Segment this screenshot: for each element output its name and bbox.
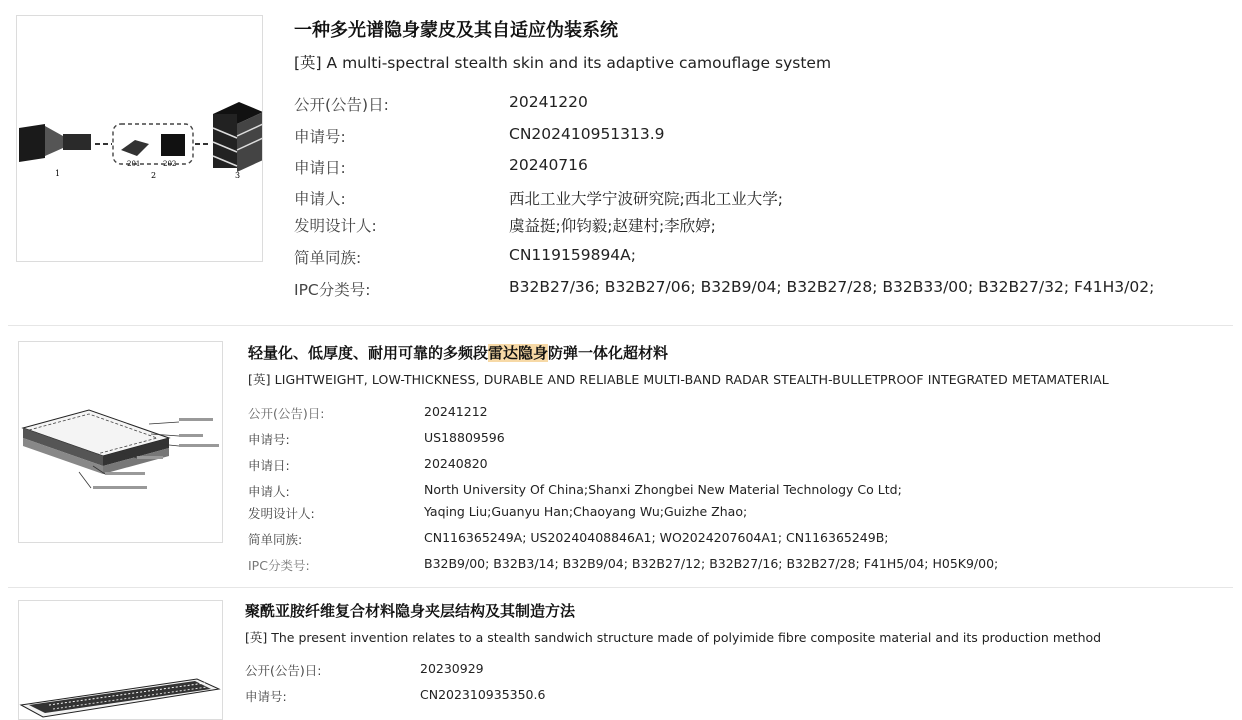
field-value-pub-date: 20241220 [509,93,588,111]
field-label-app-date: 申请日: [248,458,290,473]
result-item [0,326,1242,588]
field-label-app-number: 申请号: [245,689,287,704]
field-value-pub-date: 20241212 [424,404,488,419]
english-title-text: LIGHTWEIGHT, LOW-THICKNESS, DURABLE AND RELIABLE MULTI-BAND RADAR STEALTH-BULLETPROOF INTEGRATED METAMATERIAL [274,372,1109,387]
patent-thumbnail[interactable] [18,600,223,720]
field-label-app-number: 申请号: [248,432,290,447]
patent-drawing-image [19,342,223,543]
search-highlight: 雷达隐身 [488,344,549,362]
title-text: 轻量化、低厚度、耐用可靠的多频段 [248,344,489,362]
svg-text:2: 2 [151,171,157,180]
patent-thumbnail[interactable] [18,341,223,543]
result-item [0,0,1242,326]
english-title [248,370,1109,388]
field-label-inventor: 发明设计人: [248,506,315,521]
svg-text:201: 201 [127,160,141,168]
field-value-app-number[interactable]: CN202310935350.6 [420,687,546,702]
field-value-family[interactable]: CN116365249A; US20240408846A1; WO2024207604A1; CN116365249B; [424,530,889,545]
field-label-pub-date: 公开(公告)日: [245,663,322,678]
field-value-ipc[interactable]: B32B9/00; B32B3/14; B32B9/04; B32B27/12; B32B27/16; B32B27/28; F41H5/04; H05K9/00; [424,556,999,571]
field-label-family: 简单同族: [248,532,303,547]
field-value-applicant[interactable]: North University Of China;Shanxi Zhongbei New Material Technology Co Ltd; [424,482,902,497]
field-value-family[interactable]: CN119159894A; [509,246,636,264]
field-label-ipc: IPC分类号: [248,558,310,573]
patent-title[interactable] [248,342,668,363]
svg-text:1: 1 [55,169,61,178]
patent-title[interactable]: 一种多光谱隐身蒙皮及其自适应伪装系统 [294,20,618,41]
field-label-family: 简单同族: [294,249,362,267]
patent-drawing-image [19,601,223,720]
field-label-pub-date: 公开(公告)日: [294,96,389,114]
field-label-app-date: 申请日: [294,159,346,177]
field-value-applicant[interactable]: 西北工业大学宁波研究院;西北工业大学; [509,190,783,208]
patent-thumbnail[interactable] [16,15,263,262]
result-item [0,588,1242,709]
field-label-ipc: IPC分类号: [294,281,371,299]
field-value-ipc[interactable]: B32B27/36; B32B27/06; B32B9/04; B32B27/28; B32B33/00; B32B27/32; F41H3/02; [509,278,1155,296]
field-value-app-date: 20240820 [424,456,488,471]
field-value-app-date: 20240716 [509,156,588,174]
english-title-text: A multi-spectral stealth skin and its adaptive camouflage system [326,54,832,72]
field-value-inventor[interactable]: Yaqing Liu;Guanyu Han;Chaoyang Wu;Guizhe Zhao; [424,504,748,519]
english-title-text: The present invention relates to a stealth sandwich structure made of polyimide fibre composite material and its production method [271,630,1102,645]
field-value-app-number[interactable]: US18809596 [424,430,505,445]
english-prefix: [英] [294,54,322,72]
english-title [245,628,1101,646]
field-label-pub-date: 公开(公告)日: [248,406,325,421]
field-label-app-number: 申请号: [294,128,346,146]
svg-text:3: 3 [235,171,241,180]
svg-text:202: 202 [163,160,177,168]
english-prefix: [英] [248,372,271,387]
english-title [294,51,831,73]
field-label-inventor: 发明设计人: [294,217,377,235]
field-value-app-number[interactable]: CN202410951313.9 [509,125,665,143]
field-value-pub-date: 20230929 [420,661,484,676]
patent-title[interactable]: 聚酰亚胺纤维复合材料隐身夹层结构及其制造方法 [245,602,576,620]
field-label-applicant: 申请人: [294,190,346,208]
english-prefix: [英] [245,630,268,645]
field-label-applicant: 申请人: [248,484,290,499]
title-text: 防弹一体化超材料 [548,344,669,362]
field-value-inventor[interactable]: 虞益挺;仰钧毅;赵建村;李欣婷; [509,217,716,235]
patent-drawing-image [17,16,263,262]
